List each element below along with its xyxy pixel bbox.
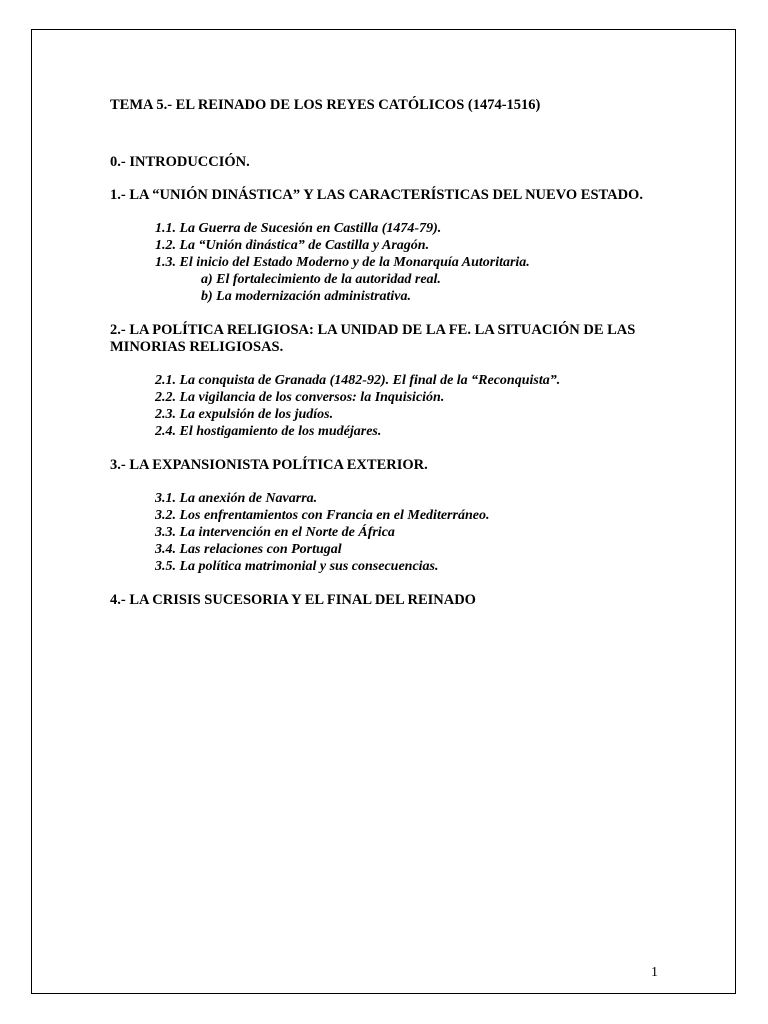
- section-1-items: [110, 220, 650, 305]
- list-item: 1.2. La “Unión dinástica” de Castilla y Aragón.: [155, 238, 430, 253]
- list-item: 3.5. La política matrimonial y sus consecuencias.: [155, 559, 439, 574]
- list-item: 3.4. Las relaciones con Portugal: [155, 542, 342, 557]
- list-item: 3.2. Los enfrentamientos con Francia en el Mediterráneo.: [155, 508, 490, 523]
- list-subitem: a) El fortalecimiento de la autoridad real.: [201, 272, 441, 287]
- list-subitem: b) La modernización administrativa.: [201, 289, 412, 304]
- list-item: 2.1. La conquista de Granada (1482-92). El final de la “Reconquista”.: [155, 373, 561, 388]
- document-body: [110, 97, 650, 625]
- section-heading-1: 1.- LA “UNIÓN DINÁSTICA” Y LAS CARACTERÍSTICAS DEL NUEVO ESTADO.: [110, 187, 643, 203]
- list-item: 3.1. La anexión de Navarra.: [155, 491, 318, 506]
- list-item: 3.3. La intervención en el Norte de África: [155, 525, 395, 540]
- list-item: 2.4. El hostigamiento de los mudéjares.: [155, 424, 382, 439]
- section-3-items: [110, 490, 650, 575]
- section-heading-3: 3.- LA EXPANSIONISTA POLÍTICA EXTERIOR.: [110, 457, 428, 473]
- list-item: 1.3. El inicio del Estado Moderno y de la Monarquía Autoritaria.: [155, 255, 530, 270]
- section-heading-4: 4.- LA CRISIS SUCESORIA Y EL FINAL DEL REINADO: [110, 592, 476, 608]
- section-2-items: [110, 372, 650, 440]
- list-item: 2.2. La vigilancia de los conversos: la Inquisición.: [155, 390, 445, 405]
- page-number: 1: [651, 965, 658, 980]
- list-item: 1.1. La Guerra de Sucesión en Castilla (1474-79).: [155, 221, 442, 236]
- section-heading-0: 0.- INTRODUCCIÓN.: [110, 154, 250, 170]
- list-item: 2.3. La expulsión de los judíos.: [155, 407, 334, 422]
- section-heading-2: 2.- LA POLÍTICA RELIGIOSA: LA UNIDAD DE LA FE. LA SITUACIÓN DE LAS MINORIAS RELIGIOSAS.: [110, 322, 636, 355]
- document-title: TEMA 5.- EL REINADO DE LOS REYES CATÓLICOS (1474-1516): [110, 97, 541, 113]
